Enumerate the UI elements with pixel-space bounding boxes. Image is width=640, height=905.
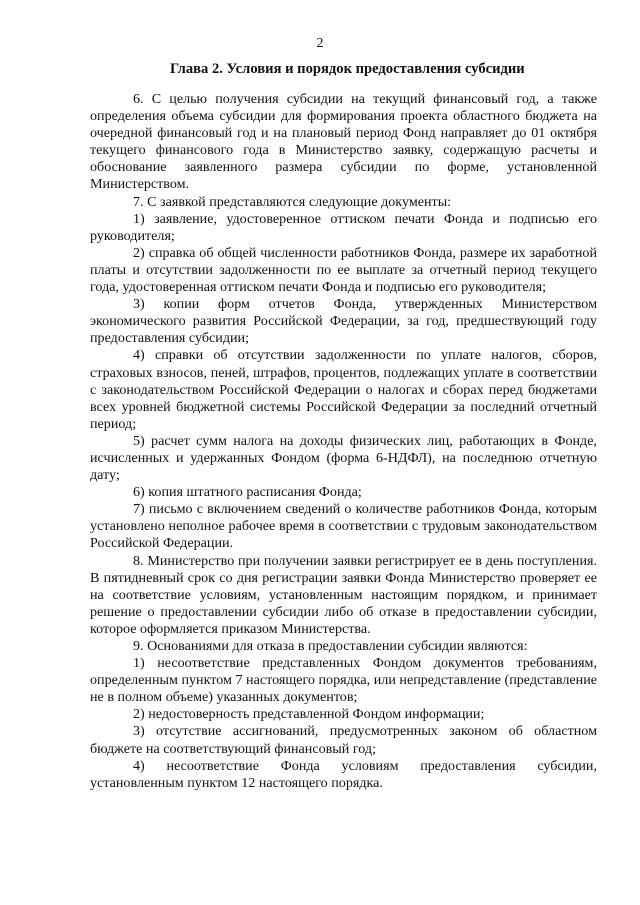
document-body [90,91,597,792]
item-7-6: 6) копия штатного расписания Фонда; [133,484,362,501]
paragraph-7: 7. С заявкой представляются следующие документы: [133,193,452,210]
item-7-3: 3) копии форм отчетов Фонда, утвержденных Министерством экономического развития Российской Федерации, за год, предшествующий году предоставления субсидии; [90,296,597,347]
item-9-2: 2) недостоверность представленной Фондом информации; [133,706,485,723]
item-7-5: 5) расчет сумм налога на доходы физических лиц, работающих в Фонде, исчисленных и удержанных Фондом (форма 6-НДФЛ), на последнюю отчетную дату; [90,432,597,484]
item-7-2: 2) справка об общей численности работников Фонда, размере их заработной платы и отсутствии задолженности по ее выплате за отчетный период текущего года, удостоверенная оттиском печати Фонда и подписью его руководителя; [90,244,597,296]
chapter-title: Глава 2. Условия и порядок предоставления субсидии [170,61,525,77]
item-9-4: 4) несоответствие Фонда условиям предоставления субсидии, установленным пунктом 12 настоящего порядка. [90,757,597,791]
item-7-1: 1) заявление, удостоверенное оттиском печати Фонда и подписью его руководителя; [90,210,597,244]
item-9-3: 3) отсутствие ассигнований, предусмотренных законом об областном бюджете на соответствующий финансовый год; [90,723,597,757]
item-7-4: 4) справки об отсутствии задолженности по уплате налогов, сборов, страховых взносов, пеней, штрафов, процентов, подлежащих уплате в соответствии с законодательством Российской Федерации о налогах и сборах перед бюджетами всех уровней бюджетной системы Российской Федерации за последний отчетный период; [90,347,597,432]
item-9-1: 1) несоответствие представленных Фондом документов требованиям, определенным пунктом 7 настоящего порядка, или непредставление (представление не в полном объеме) указанных документов; [90,655,597,706]
page-number: 2 [316,36,324,51]
paragraph-8: 8. Министерство при получении заявки регистрирует ее в день поступления. В пятидневный срок со дня регистрации заявки Фонда Министерство проверяет ее на соответствие условиям, установленным настоящим порядком, и принимает решение о предоставлении субсидии либо об отказе в предоставлении субсидии, которое оформляется приказом Министерства. [90,552,597,637]
paragraph-6: 6. С целью получения субсидии на текущий финансовый год, а также определения объема субсидии для формирования проекта областного бюджета на очередной финансовый год и на плановый период Фонд направляет до 01 октября текущего финансового года в Министерство заявку, содержащую расчеты и обоснование заявленного размера субсидии по форме, установленной Министерством. [90,91,597,193]
paragraph-9: 9. Основаниями для отказа в предоставлении субсидии являются: [133,638,528,654]
item-7-7: 7) письмо с включением сведений о количестве работников Фонда, которым установлено неполное рабочее время в соответствии с трудовым законодательством Российской Федерации. [90,501,597,552]
